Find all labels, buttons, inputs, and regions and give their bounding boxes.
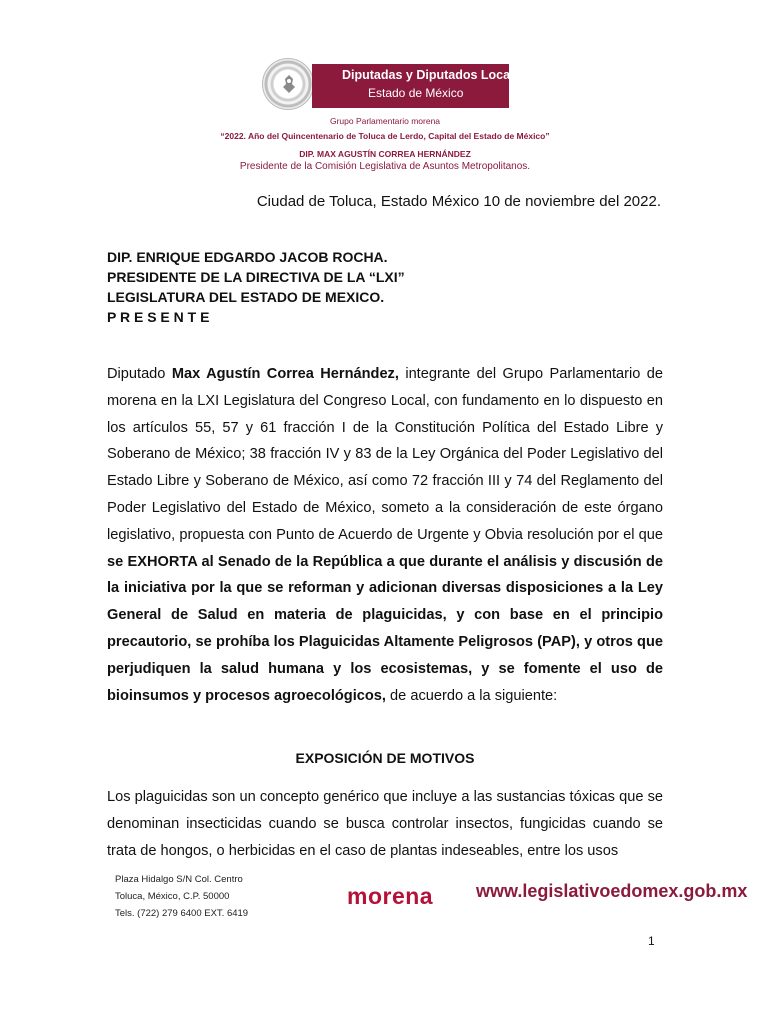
- logo-band: [312, 64, 528, 108]
- parliamentary-group: Grupo Parlamentario morena: [329, 116, 441, 126]
- addressee-line-3: LEGISLATURA DEL ESTADO DE MEXICO.: [107, 289, 385, 305]
- p1-exhort: se EXHORTA al Senado de la República a que durante el análisis y discusión de la iniciativa por la que se reforman y adicionan diversas disposiciones a la Ley General de Salud en materia de plaguicidas, y con base en el principio precautorio, se prohíba los Plaguicidas Altamente Peligrosos (PAP), y otros que perjudiquen la salud humana y los ecosistemas, y se fomente el uso de bioinsumos y procesos agroecológicos,: [107, 553, 663, 704]
- section-heading: EXPOSICIÓN DE MOTIVOS: [295, 750, 475, 766]
- date-line: Ciudad de Toluca, Estado México 10 de noviembre del 2022.: [256, 193, 661, 210]
- year-motto: “2022. Año del Quincentenario de Toluca de Lerdo, Capital del Estado de México”: [220, 131, 550, 141]
- body-paragraph-2: Los plaguicidas son un concepto genérico que incluye a las sustancias tóxicas que se denominan insecticidas cuando se busca controlar insectos, fungicidas cuando se trata de hongos, o herbicidas en el caso de plantas indeseables, entre los usos: [107, 789, 663, 859]
- website-link[interactable]: www.legislativoedomex.gob.mx: [476, 881, 748, 901]
- party-logo: morena: [347, 883, 434, 909]
- p1-closing: de acuerdo a la siguiente:: [385, 687, 558, 704]
- deputy-name: DIP. MAX AGUSTÍN CORREA HERNÁNDEZ: [299, 149, 471, 159]
- footer-phone: Tels. (722) 279 6400 EXT. 6419: [115, 908, 249, 919]
- addressee-line-2: PRESIDENTE DE LA DIRECTIVA DE LA “LXI”: [107, 269, 405, 285]
- p1-deputy-name: Max Agustín Correa Hernández,: [171, 366, 399, 382]
- addressee-line-4: P R E S E N T E: [107, 309, 210, 325]
- addressee-line-1: DIP. ENRIQUE EDGARDO JACOB ROCHA.: [107, 249, 388, 265]
- logo-title: Diputadas y Diputados Locales: [342, 68, 528, 82]
- footer-address-1: Plaza Hidalgo S/N Col. Centro: [115, 874, 243, 885]
- p1-intro: Diputado: [107, 366, 172, 382]
- logo-subtitle: Estado de México: [368, 86, 464, 100]
- p1-text: integrante del Grupo Parlamentario de morena en la LXI Legislatura del Congreso Local, con fundamento en lo dispuesto en los artículos 55, 57 y 61 fracción I de la Constitución Política del Estado Libre y Soberano de México; 38 fracción IV y 83 de la Ley Orgánica del Poder Legislativo del Estado Libre y Soberano de México, así como 72 fracción III y 74 del Reglamento del Poder Legislativo del Estado de México, someto a la consideración de este órgano legislativo, propuesta con Punto de Acuerdo de Urgente y Obvia resolución por el que: [107, 366, 663, 543]
- body-paragraph-1: [107, 361, 663, 709]
- page-number: 1: [648, 934, 655, 948]
- commission-title: Presidente de la Comisión Legislativa de Asuntos Metropolitanos.: [239, 161, 531, 172]
- footer-address-2: Toluca, México, C.P. 50000: [115, 891, 230, 902]
- eagle-emblem-icon: [279, 73, 299, 95]
- state-seal-icon: [262, 58, 314, 110]
- congress-logo: [262, 58, 528, 110]
